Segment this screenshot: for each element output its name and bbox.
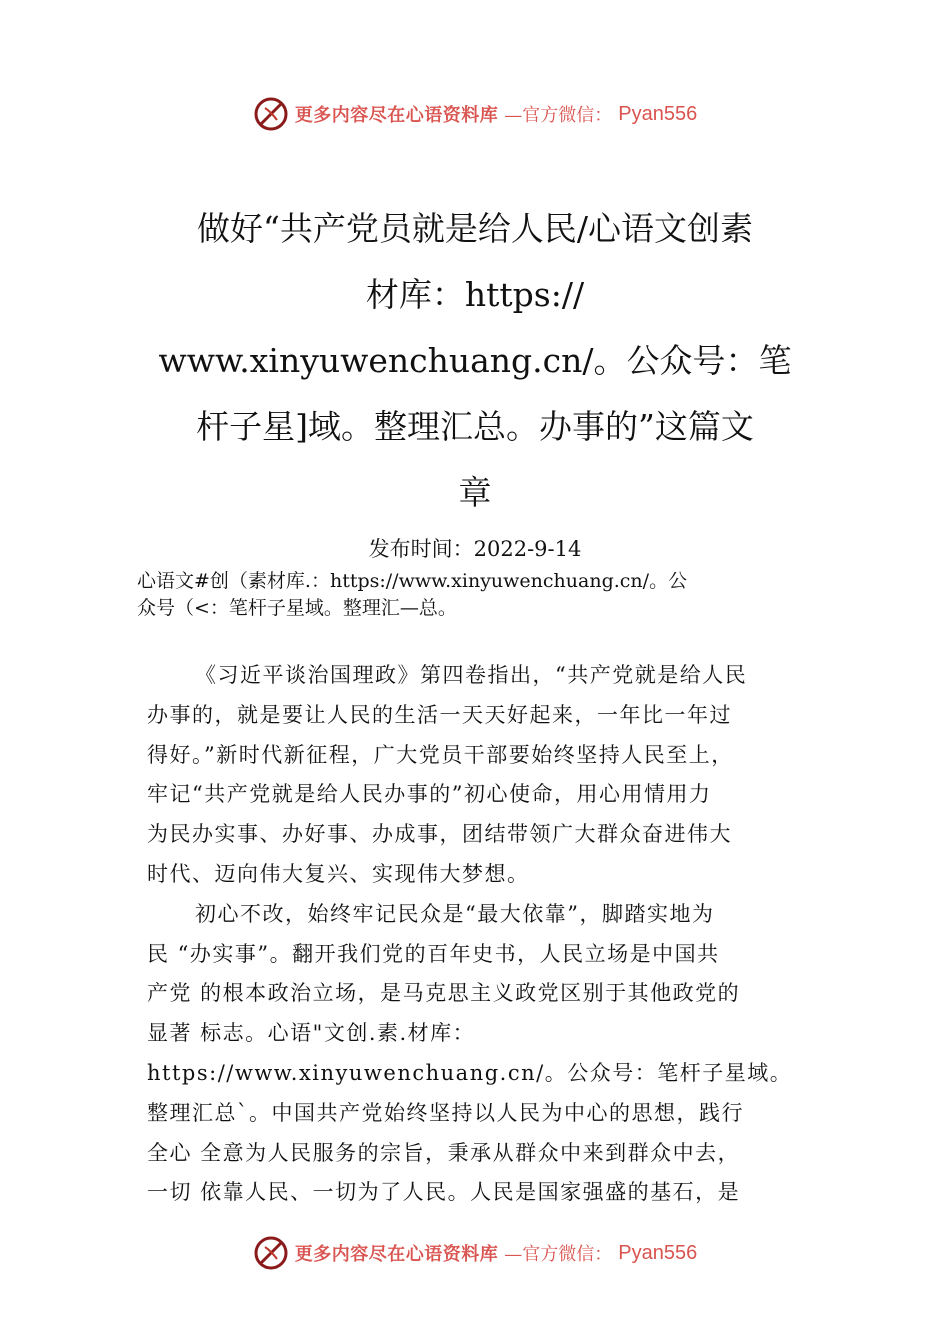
body-line: 显著 标志。心语"文创.素.材库： (147, 1021, 476, 1046)
document-title (150, 196, 800, 526)
title-line: 做好“共产党员就是给人民/心语文创素 (197, 209, 753, 248)
publish-time: 发布时间：2022-9-14 (368, 537, 582, 561)
footer-banner (0, 1231, 950, 1275)
title-line: 章 (458, 473, 492, 512)
body-line: 《习近平谈治国理政》第四卷指出，“共产党就是给人民 (195, 663, 748, 687)
title-line: 杆子星]域。整理汇总。办事的”这篇文 (196, 407, 754, 446)
source-note (137, 568, 837, 622)
banner-suffix: —官方微信： (504, 1244, 613, 1265)
title-line: 材库：https:// (365, 275, 585, 314)
brush-seal-icon (253, 1235, 289, 1271)
banner-suffix: —官方微信： (504, 105, 613, 126)
article-body (147, 656, 827, 1213)
body-line: 为民办实事、办好事、办成事，团结带领广大群众奋进伟大 (147, 822, 732, 847)
body-line: 民 “办实事”。翻开我们党的百年史书，人民立场是中国共 (147, 941, 720, 966)
body-line: 产党 的根本政治立场，是马克思主义政党区别于其他政党的 (147, 981, 741, 1006)
banner-text: 更多内容尽在心语资料库 (294, 1244, 499, 1265)
body-line: 整理汇总`。中国共产党始终坚持以人民为中心的思想，践行 (147, 1100, 744, 1125)
body-line: 牢记“共产党就是给人民办事的”初心使命，用心用情用力 (147, 782, 712, 807)
body-line: 办事的，就是要让人民的生活一天天好起来，一年比一年过 (147, 702, 732, 727)
body-line: https://www.xinyuwenchuang.cn/。公众号：笔杆子星域。 (147, 1060, 793, 1085)
header-banner (0, 92, 950, 136)
body-line: 初心不改，始终牢记民众是“最大依靠”，脚踏实地为 (195, 901, 715, 926)
body-line: 时代、迈向伟大复兴、实现伟大梦想。 (147, 861, 530, 886)
banner-wechat-id: Pyan556 (618, 102, 698, 125)
body-line: 得好。”新时代新征程，广大党员干部要始终坚持人民至上， (147, 742, 734, 767)
brush-seal-icon (253, 96, 289, 132)
title-line: www.xinyuwenchuang.cn/。公众号：笔 (158, 341, 792, 380)
body-line: 全心 全意为人民服务的宗旨，秉承从群众中来到群众中去， (147, 1140, 741, 1165)
banner-wechat-id: Pyan556 (618, 1241, 698, 1264)
body-line: 一切 依靠人民、一切为了人民。人民是国家强盛的基石，是 (147, 1180, 741, 1205)
source-note-line: 众号（<：笔杆子星域。整理汇—总。 (137, 597, 457, 619)
source-note-line: 心语文#创（素材库.：https://www.xinyuwenchuang.cn/。公 (137, 570, 688, 592)
banner-text: 更多内容尽在心语资料库 (294, 105, 499, 126)
